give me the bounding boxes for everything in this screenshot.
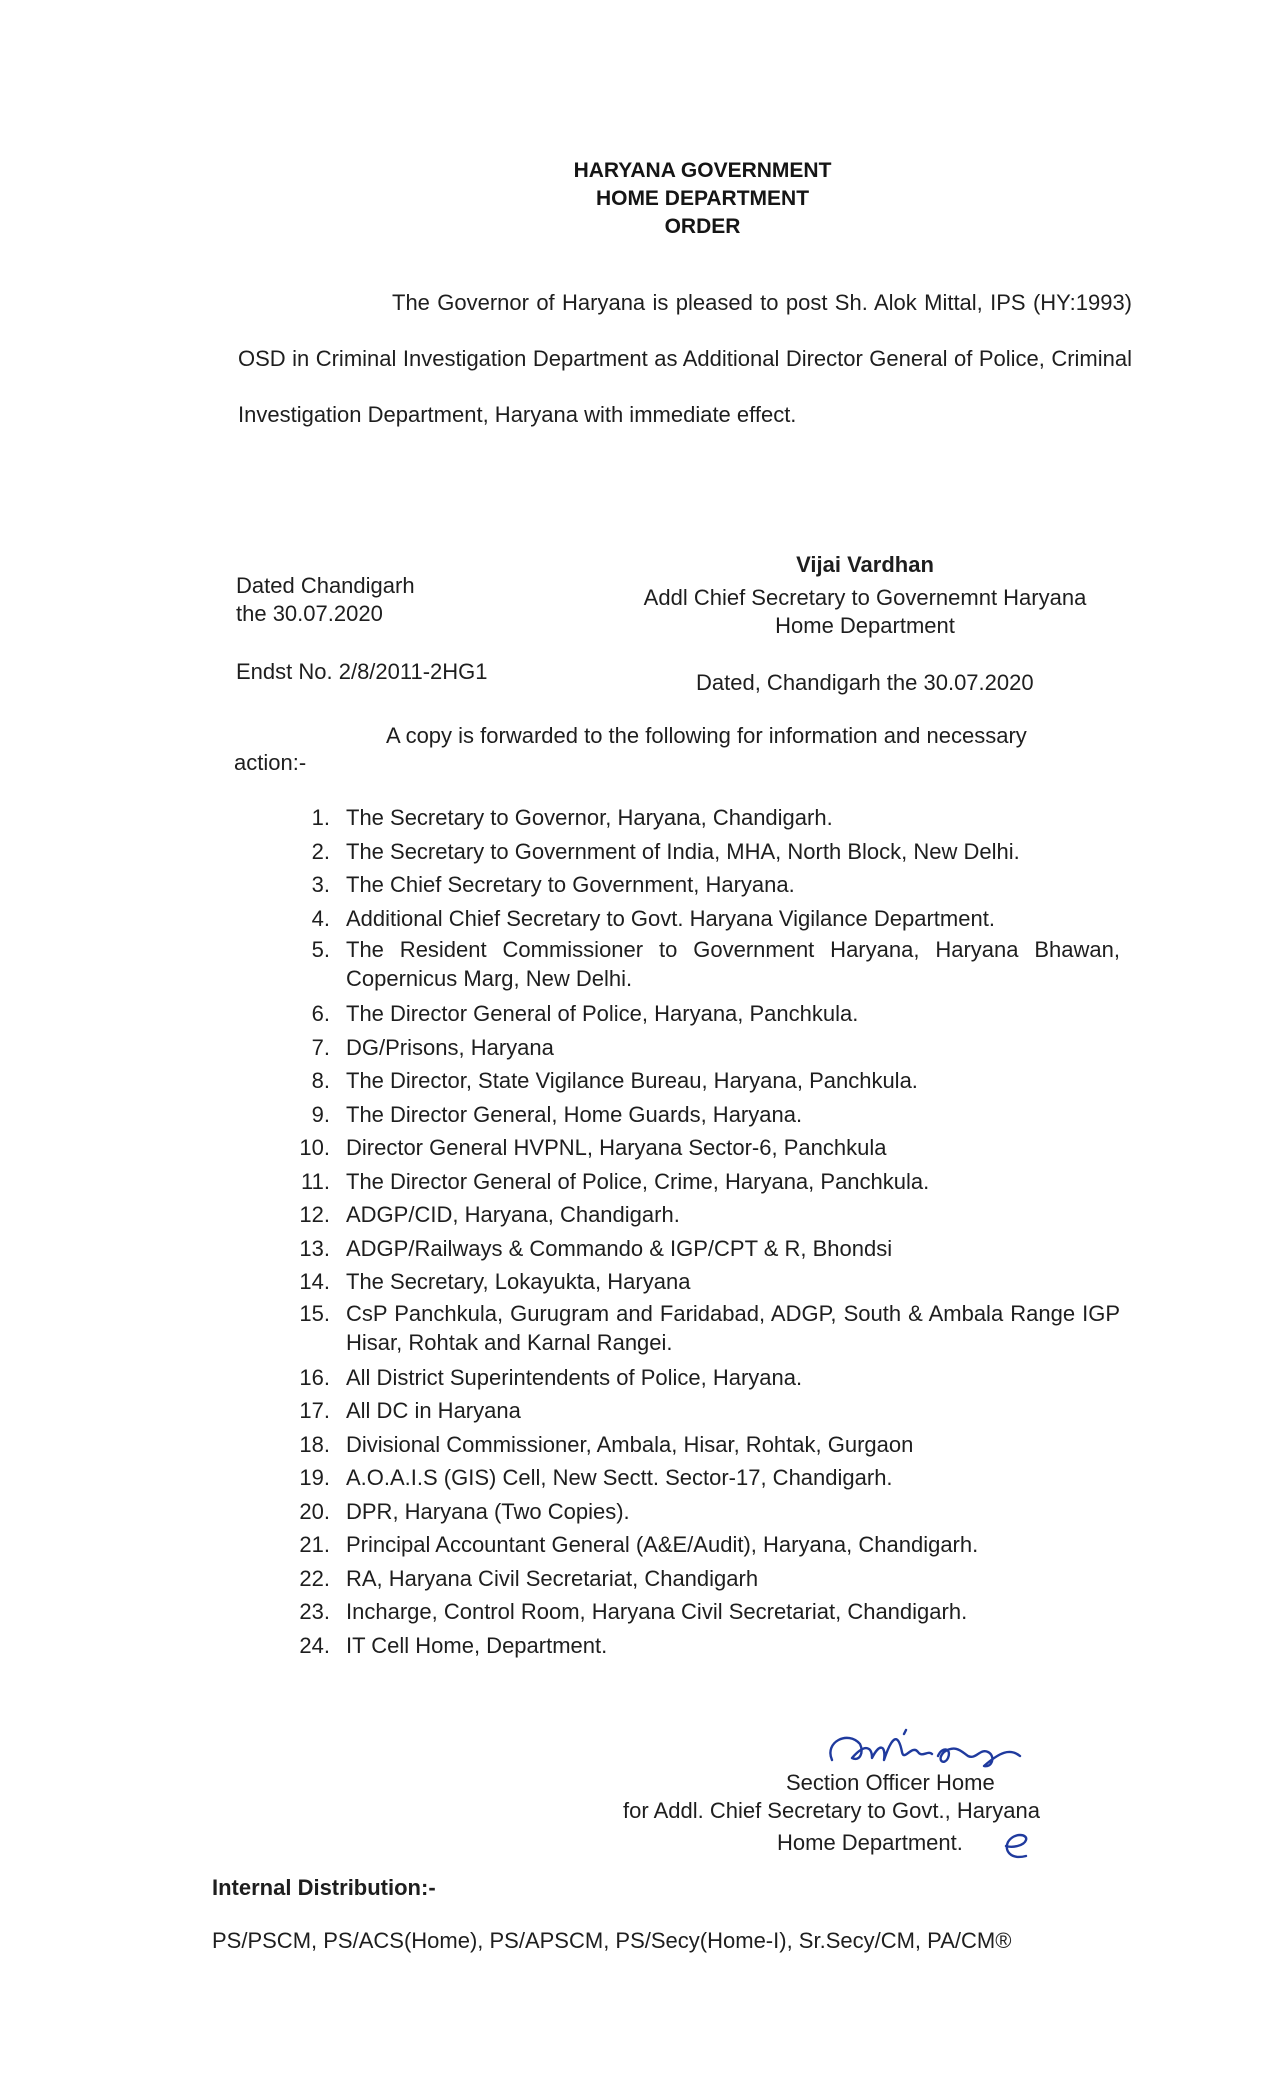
copy-forward-line: A copy is forwarded to the following for information and necessary [386, 723, 1027, 748]
distribution-item-number: 14. [299, 1269, 330, 1294]
distribution-item-text: All District Superintendents of Police, Haryana. [346, 1364, 803, 1390]
distribution-item-number: 17. [299, 1398, 330, 1423]
handwritten-initial-icon [1000, 1830, 1034, 1864]
distribution-item-number: 7. [311, 1034, 330, 1060]
distribution-item [290, 1629, 1120, 1663]
distribution-item-number: 5. [311, 937, 330, 962]
dated-date: the 30.07.2020 [236, 601, 383, 626]
distribution-item [290, 1595, 1120, 1629]
distribution-item-number: 4. [311, 905, 330, 931]
distribution-item-text: The Director General of Police, Haryana, Panchkula. [346, 1001, 859, 1026]
distribution-item-text: The Director, State Vigilance Bureau, Haryana, Panchkula. [346, 1068, 918, 1093]
distribution-item-number: 3. [311, 872, 330, 897]
distribution-item [290, 902, 1120, 936]
distribution-item-text: All DC in Haryana [346, 1398, 521, 1423]
distribution-item [290, 935, 1120, 997]
endorsement-number: Endst No. 2/8/2011-2HG1 [236, 659, 488, 684]
distribution-item [290, 1495, 1120, 1529]
distribution-item [290, 1031, 1120, 1065]
distribution-item-text: CsP Panchkula, Gurugram and Faridabad, ADGP, South & Ambala Range IGP Hisar, Rohtak and Karnal Rangei. [346, 1300, 1120, 1355]
distribution-item [290, 868, 1120, 902]
distribution-item [290, 835, 1120, 869]
distribution-item-number: 22. [299, 1565, 330, 1591]
distribution-item [290, 1428, 1120, 1462]
distribution-item [290, 801, 1120, 835]
distribution-item-text: The Chief Secretary to Government, Haryana. [346, 872, 795, 897]
distribution-item-number: 10. [299, 1135, 330, 1160]
distribution-item-text: DG/Prisons, Haryana [346, 1034, 554, 1060]
distribution-item-text: RA, Haryana Civil Secretariat, Chandigarh [346, 1565, 759, 1591]
distribution-item [290, 1461, 1120, 1495]
section-officer-department: Home Department. [777, 1830, 963, 1855]
endorsement-date: Dated, Chandigarh the 30.07.2020 [696, 670, 1034, 695]
signatory-name: Vijai Vardhan [796, 552, 934, 577]
distribution-item [290, 1361, 1120, 1395]
distribution-item-number: 9. [311, 1101, 330, 1127]
distribution-item [290, 1064, 1120, 1098]
internal-distribution-list: PS/PSCM, PS/ACS(Home), PS/APSCM, PS/Secy(Home-I), Sr.Secy/CM, PA/CM® [212, 1928, 1012, 1953]
distribution-item-text: The Director General, Home Guards, Haryana. [346, 1101, 803, 1127]
distribution-item-text: IT Cell Home, Department. [346, 1632, 608, 1658]
header-order: ORDER [664, 215, 741, 238]
distribution-item-text: Incharge, Control Room, Haryana Civil Secretariat, Chandigarh. [346, 1599, 968, 1624]
distribution-item-text: The Director General of Police, Crime, Haryana, Panchkula. [346, 1168, 930, 1194]
distribution-item-text: The Secretary to Governor, Haryana, Chandigarh. [346, 805, 833, 830]
distribution-item-number: 2. [311, 838, 330, 864]
distribution-item [290, 1394, 1120, 1428]
distribution-item-number: 1. [311, 805, 330, 830]
distribution-item-number: 12. [299, 1202, 330, 1227]
distribution-item-number: 19. [299, 1465, 330, 1490]
distribution-item-text: The Secretary to Government of India, MHA, North Block, New Delhi. [346, 838, 1020, 864]
distribution-item [290, 1232, 1120, 1266]
distribution-item-text: A.O.A.I.S (GIS) Cell, New Sectt. Sector-17, Chandigarh. [346, 1465, 893, 1490]
distribution-item-number: 23. [299, 1599, 330, 1624]
copy-forward-action: action:- [234, 750, 307, 775]
distribution-item-text: The Secretary, Lokayukta, Haryana [346, 1269, 691, 1294]
signatory-designation: Addl Chief Secretary to Governemnt Haryana [643, 585, 1087, 610]
distribution-item-text: ADGP/Railways & Commando & IGP/CPT & R, Bhondsi [346, 1235, 893, 1261]
distribution-item-text: DPR, Haryana (Two Copies). [346, 1498, 630, 1524]
distribution-item-number: 15. [299, 1300, 330, 1326]
distribution-item-text: Director General HVPNL, Haryana Sector-6, Panchkula [346, 1135, 887, 1160]
distribution-item-number: 18. [299, 1431, 330, 1457]
dated-place: Dated Chandigarh [236, 573, 415, 598]
distribution-item-text: Divisional Commissioner, Ambala, Hisar, Rohtak, Gurgaon [346, 1431, 914, 1457]
distribution-item [290, 997, 1120, 1031]
distribution-item-number: 6. [311, 1001, 330, 1026]
internal-distribution-heading: Internal Distribution:- [212, 1875, 436, 1900]
distribution-item-text: Additional Chief Secretary to Govt. Haryana Vigilance Department. [346, 905, 995, 931]
distribution-item [290, 1165, 1120, 1199]
signatory-department: Home Department [775, 613, 955, 638]
order-paragraph: The Governor of Haryana is pleased to post Sh. Alok Mittal, IPS (HY:1993) OSD in Criminal Investigation Department as Additional Director General of Police, Criminal Investigation Department, Haryana with immediate effect. [238, 290, 1132, 427]
distribution-item-number: 24. [299, 1632, 330, 1658]
header-government: HARYANA GOVERNMENT [573, 159, 832, 182]
distribution-item [290, 1131, 1120, 1165]
distribution-item-number: 16. [299, 1364, 330, 1390]
distribution-item-number: 13. [299, 1235, 330, 1261]
distribution-item-number: 8. [311, 1068, 330, 1093]
distribution-item-text: Principal Accountant General (A&E/Audit), Haryana, Chandigarh. [346, 1532, 979, 1557]
distribution-item [290, 1528, 1120, 1562]
distribution-item-number: 21. [299, 1532, 330, 1557]
distribution-item [290, 1198, 1120, 1232]
section-officer-title: Section Officer Home [786, 1770, 995, 1795]
distribution-item [290, 1265, 1120, 1299]
distribution-item-number: 20. [299, 1498, 330, 1524]
section-officer-for: for Addl. Chief Secretary to Govt., Haryana [623, 1798, 1040, 1823]
distribution-item-text: The Resident Commissioner to Government Haryana, Haryana Bhawan, Copernicus Marg, New Delhi. [346, 937, 1120, 991]
header-department: HOME DEPARTMENT [595, 187, 810, 210]
distribution-item-number: 11. [301, 1168, 330, 1194]
distribution-item [290, 1299, 1120, 1361]
distribution-item [290, 1098, 1120, 1132]
distribution-list [290, 801, 1120, 1662]
distribution-item-text: ADGP/CID, Haryana, Chandigarh. [346, 1202, 680, 1227]
distribution-item [290, 1562, 1120, 1596]
